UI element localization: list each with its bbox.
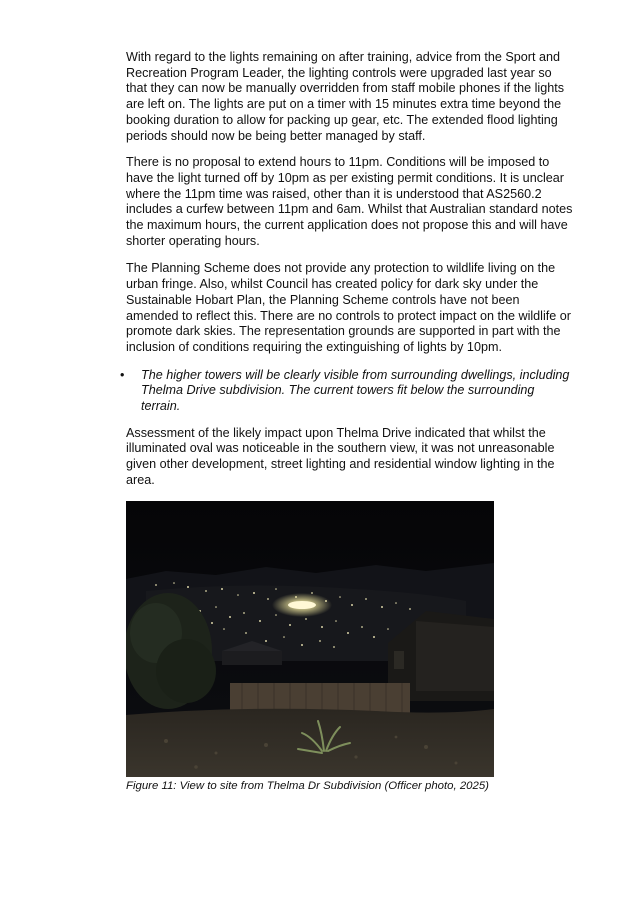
paragraph-lighting-controls: With regard to the lights remaining on after training, advice from the Sport and Recreation Program Leader, the lighting controls were upgraded last year so that they can now be manually overridden from staff mobile phones if the lights are left on. The lights are put on a timer with 15 minutes extra time beyond the booking duration to allow for packing up gear, etc. The extended flood lighting periods should now be being better managed by staff. bbox=[126, 50, 564, 143]
paragraph-wildlife: The Planning Scheme does not provide any protection to wildlife living on the urban fringe. Also, whilst Council has created policy for dark sky under the Sustainable Hobart Plan, the Planning Scheme controls have not been amended to reflect this. There are no controls to protect impact on the wildlife or promote dark skies. The representation grounds are supported in part with the inclusion of conditions requiring the extinguishing of lights by 10pm. bbox=[126, 261, 571, 354]
night-view-photo-illustration bbox=[126, 501, 494, 777]
night-view-photo bbox=[126, 501, 494, 777]
bullet-marker: • bbox=[120, 367, 125, 382]
figure-caption: Figure 11: View to site from Thelma Dr Subdivision (Officer photo, 2025) bbox=[126, 779, 489, 792]
page-content bbox=[120, 50, 574, 793]
bullet-text: The higher towers will be clearly visible from surrounding dwellings, including Thelma Drive subdivision. The current towers fit below the surrounding terrain. bbox=[141, 367, 570, 414]
bullet-item-towers bbox=[120, 367, 574, 415]
paragraph-thelma-drive-assessment: Assessment of the likely impact upon Thelma Drive indicated that whilst the illuminated oval was noticeable in the southern view, it was not unreasonable given other development, street lighting and residential window lighting in the area. bbox=[126, 425, 555, 487]
paragraph-operating-hours: There is no proposal to extend hours to 11pm. Conditions will be imposed to have the light turned off by 10pm as per existing permit conditions. It is unclear where the 11pm time was raised, other than it is understood that AS2560.2 includes a curfew between 11pm and 6am. Whilst that Australian standard notes the maximum hours, the current application does not propose this and will have shorter operating hours. bbox=[126, 155, 573, 248]
